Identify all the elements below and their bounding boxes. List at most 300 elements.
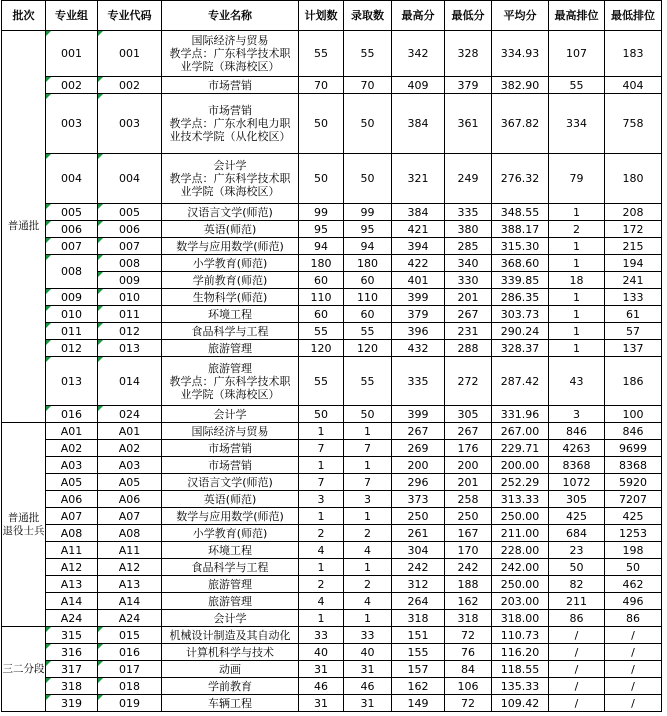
major-code-cell: 006 — [98, 221, 162, 238]
major-name-cell: 环境工程 — [162, 542, 299, 559]
avg-score-cell: 287.42 — [492, 357, 549, 406]
major-group-cell: A03 — [46, 457, 98, 474]
admit-count-cell: 180 — [344, 255, 392, 272]
major-group-cell: 317 — [46, 661, 98, 678]
max-score-cell: 335 — [392, 357, 445, 406]
table-row — [2, 340, 662, 357]
max-rank-cell: 684 — [549, 525, 605, 542]
table-row — [2, 542, 662, 559]
max-score-cell: 421 — [392, 221, 445, 238]
avg-score-cell: 229.71 — [492, 440, 549, 457]
major-code-cell: 005 — [98, 204, 162, 221]
min-rank-cell: 758 — [605, 94, 662, 154]
table-row — [2, 695, 662, 712]
max-rank-cell: 107 — [549, 31, 605, 77]
avg-score-cell: 315.30 — [492, 238, 549, 255]
min-rank-cell: 5920 — [605, 474, 662, 491]
max-rank-cell: 1 — [549, 255, 605, 272]
major-code-cell: A02 — [98, 440, 162, 457]
min-rank-cell: 198 — [605, 542, 662, 559]
avg-score-cell: 267.00 — [492, 423, 549, 440]
admit-count-cell: 40 — [344, 644, 392, 661]
plan-count-cell: 31 — [299, 661, 344, 678]
avg-score-cell: 318.00 — [492, 610, 549, 627]
max-rank-cell: 425 — [549, 508, 605, 525]
min-score-cell: 267 — [445, 423, 492, 440]
major-name-cell: 旅游管理 — [162, 576, 299, 593]
major-code-cell: 002 — [98, 77, 162, 94]
major-name-cell: 小学教育(师范) — [162, 255, 299, 272]
max-score-cell: 422 — [392, 255, 445, 272]
min-rank-cell: / — [605, 627, 662, 644]
plan-count-cell: 55 — [299, 323, 344, 340]
major-group-cell: A02 — [46, 440, 98, 457]
major-group-cell: 005 — [46, 204, 98, 221]
major-code-cell: A13 — [98, 576, 162, 593]
plan-count-cell: 110 — [299, 289, 344, 306]
major-group-cell: 010 — [46, 306, 98, 323]
admit-count-cell: 55 — [344, 357, 392, 406]
table-row — [2, 289, 662, 306]
major-code-cell: A12 — [98, 559, 162, 576]
max-score-cell: 401 — [392, 272, 445, 289]
major-name-cell: 英语(师范) — [162, 221, 299, 238]
major-code-cell: 024 — [98, 406, 162, 423]
header-code: 专业代码 — [98, 1, 162, 31]
major-code-cell: 003 — [98, 94, 162, 154]
plan-count-cell: 4 — [299, 542, 344, 559]
min-rank-cell: 846 — [605, 423, 662, 440]
max-score-cell: 261 — [392, 525, 445, 542]
major-code-cell: A01 — [98, 423, 162, 440]
min-score-cell: 305 — [445, 406, 492, 423]
table-row — [2, 440, 662, 457]
min-score-cell: 201 — [445, 289, 492, 306]
major-name-cell: 市场营销 — [162, 77, 299, 94]
min-rank-cell: 425 — [605, 508, 662, 525]
max-rank-cell: 50 — [549, 559, 605, 576]
header-min-rank: 最低排位 — [605, 1, 662, 31]
table-row — [2, 94, 662, 154]
min-score-cell: 200 — [445, 457, 492, 474]
avg-score-cell: 303.73 — [492, 306, 549, 323]
major-group-cell: 003 — [46, 94, 98, 154]
min-rank-cell: 133 — [605, 289, 662, 306]
major-group-cell: 002 — [46, 77, 98, 94]
admit-count-cell: 2 — [344, 576, 392, 593]
admit-count-cell: 50 — [344, 406, 392, 423]
min-score-cell: 250 — [445, 508, 492, 525]
major-name-cell: 数学与应用数学(师范) — [162, 508, 299, 525]
min-score-cell: 201 — [445, 474, 492, 491]
avg-score-cell: 382.90 — [492, 77, 549, 94]
major-code-cell: A03 — [98, 457, 162, 474]
admit-count-cell: 70 — [344, 77, 392, 94]
admit-count-cell: 50 — [344, 94, 392, 154]
header-admit: 录取数 — [344, 1, 392, 31]
avg-score-cell: 203.00 — [492, 593, 549, 610]
min-rank-cell: 8368 — [605, 457, 662, 474]
max-rank-cell: 1 — [549, 340, 605, 357]
major-code-cell: A07 — [98, 508, 162, 525]
plan-count-cell: 55 — [299, 357, 344, 406]
header-group: 专业组 — [46, 1, 98, 31]
max-score-cell: 149 — [392, 695, 445, 712]
avg-score-cell: 313.33 — [492, 491, 549, 508]
max-score-cell: 157 — [392, 661, 445, 678]
major-code-cell: A06 — [98, 491, 162, 508]
major-group-cell: 004 — [46, 154, 98, 204]
major-group-cell: 319 — [46, 695, 98, 712]
min-rank-cell: 215 — [605, 238, 662, 255]
plan-count-cell: 60 — [299, 272, 344, 289]
major-group-cell: 012 — [46, 340, 98, 357]
table-row — [2, 661, 662, 678]
admit-count-cell: 3 — [344, 491, 392, 508]
avg-score-cell: 328.37 — [492, 340, 549, 357]
min-score-cell: 84 — [445, 661, 492, 678]
plan-count-cell: 2 — [299, 576, 344, 593]
table-row — [2, 576, 662, 593]
max-rank-cell: 1 — [549, 323, 605, 340]
major-group-cell: A11 — [46, 542, 98, 559]
table-row — [2, 406, 662, 423]
plan-count-cell: 55 — [299, 31, 344, 77]
max-rank-cell: 846 — [549, 423, 605, 440]
table-row — [2, 559, 662, 576]
table-row — [2, 204, 662, 221]
batch-cell: 普通批 退役士兵 — [2, 423, 46, 627]
max-score-cell: 321 — [392, 154, 445, 204]
header-plan: 计划数 — [299, 1, 344, 31]
major-code-cell: 019 — [98, 695, 162, 712]
major-code-cell: 009 — [98, 272, 162, 289]
major-group-cell: A06 — [46, 491, 98, 508]
plan-count-cell: 7 — [299, 440, 344, 457]
table-row — [2, 238, 662, 255]
max-rank-cell: 23 — [549, 542, 605, 559]
table-row — [2, 306, 662, 323]
plan-count-cell: 50 — [299, 406, 344, 423]
major-group-cell: 001 — [46, 31, 98, 77]
min-rank-cell: 404 — [605, 77, 662, 94]
batch-cell: 普通批 — [2, 31, 46, 423]
major-name-cell: 动画 — [162, 661, 299, 678]
table-row — [2, 255, 662, 272]
max-score-cell: 151 — [392, 627, 445, 644]
header-row — [2, 1, 662, 31]
header-batch: 批次 — [2, 1, 46, 31]
min-rank-cell: 496 — [605, 593, 662, 610]
major-code-cell: A14 — [98, 593, 162, 610]
min-score-cell: 379 — [445, 77, 492, 94]
min-rank-cell: 7207 — [605, 491, 662, 508]
min-score-cell: 162 — [445, 593, 492, 610]
plan-count-cell: 94 — [299, 238, 344, 255]
major-group-cell: 008 — [46, 255, 98, 289]
max-score-cell: 269 — [392, 440, 445, 457]
max-rank-cell: 2 — [549, 221, 605, 238]
admit-count-cell: 4 — [344, 542, 392, 559]
major-name-cell: 旅游管理 — [162, 593, 299, 610]
major-code-cell: 014 — [98, 357, 162, 406]
major-group-cell: 007 — [46, 238, 98, 255]
plan-count-cell: 60 — [299, 306, 344, 323]
min-score-cell: 249 — [445, 154, 492, 204]
max-score-cell: 250 — [392, 508, 445, 525]
header-min-score: 最低分 — [445, 1, 492, 31]
major-name-cell: 学前教育 — [162, 678, 299, 695]
admit-count-cell: 4 — [344, 593, 392, 610]
major-name-cell: 数学与应用数学(师范) — [162, 238, 299, 255]
major-group-cell: 013 — [46, 357, 98, 406]
min-score-cell: 167 — [445, 525, 492, 542]
major-code-cell: 007 — [98, 238, 162, 255]
max-score-cell: 155 — [392, 644, 445, 661]
plan-count-cell: 46 — [299, 678, 344, 695]
major-name-cell: 计算机科学与技术 — [162, 644, 299, 661]
major-code-cell: 004 — [98, 154, 162, 204]
max-rank-cell: 86 — [549, 610, 605, 627]
major-name-cell: 学前教育(师范) — [162, 272, 299, 289]
plan-count-cell: 33 — [299, 627, 344, 644]
table-row — [2, 525, 662, 542]
admit-count-cell: 94 — [344, 238, 392, 255]
max-score-cell: 342 — [392, 31, 445, 77]
major-code-cell: A24 — [98, 610, 162, 627]
plan-count-cell: 50 — [299, 94, 344, 154]
major-code-cell: 018 — [98, 678, 162, 695]
min-rank-cell: / — [605, 695, 662, 712]
major-code-cell: 015 — [98, 627, 162, 644]
max-rank-cell: 211 — [549, 593, 605, 610]
min-rank-cell: 9699 — [605, 440, 662, 457]
admit-count-cell: 1 — [344, 610, 392, 627]
table-row — [2, 272, 662, 289]
admit-count-cell: 95 — [344, 221, 392, 238]
min-score-cell: 340 — [445, 255, 492, 272]
min-score-cell: 176 — [445, 440, 492, 457]
avg-score-cell: 250.00 — [492, 576, 549, 593]
table-row — [2, 457, 662, 474]
major-name-cell: 汉语言文学(师范) — [162, 474, 299, 491]
max-rank-cell: 1072 — [549, 474, 605, 491]
min-score-cell: 170 — [445, 542, 492, 559]
major-code-cell: 013 — [98, 340, 162, 357]
min-rank-cell: 86 — [605, 610, 662, 627]
table-row — [2, 678, 662, 695]
max-score-cell: 384 — [392, 94, 445, 154]
min-rank-cell: 100 — [605, 406, 662, 423]
major-code-cell: 016 — [98, 644, 162, 661]
max-rank-cell: 18 — [549, 272, 605, 289]
max-score-cell: 162 — [392, 678, 445, 695]
table-row — [2, 610, 662, 627]
plan-count-cell: 1 — [299, 610, 344, 627]
major-group-cell: A08 — [46, 525, 98, 542]
table-row — [2, 593, 662, 610]
min-rank-cell: 137 — [605, 340, 662, 357]
major-group-cell: A24 — [46, 610, 98, 627]
min-rank-cell: 208 — [605, 204, 662, 221]
admit-count-cell: 55 — [344, 31, 392, 77]
avg-score-cell: 242.00 — [492, 559, 549, 576]
min-score-cell: 318 — [445, 610, 492, 627]
major-group-cell: 318 — [46, 678, 98, 695]
major-group-cell: 011 — [46, 323, 98, 340]
min-rank-cell: / — [605, 661, 662, 678]
plan-count-cell: 2 — [299, 525, 344, 542]
max-score-cell: 379 — [392, 306, 445, 323]
max-rank-cell: 1 — [549, 238, 605, 255]
avg-score-cell: 290.24 — [492, 323, 549, 340]
avg-score-cell: 250.00 — [492, 508, 549, 525]
min-rank-cell: 462 — [605, 576, 662, 593]
min-rank-cell: 186 — [605, 357, 662, 406]
max-score-cell: 296 — [392, 474, 445, 491]
table-row — [2, 31, 662, 77]
table-row — [2, 644, 662, 661]
min-score-cell: 285 — [445, 238, 492, 255]
min-score-cell: 242 — [445, 559, 492, 576]
max-score-cell: 304 — [392, 542, 445, 559]
max-score-cell: 264 — [392, 593, 445, 610]
max-rank-cell: 1 — [549, 289, 605, 306]
plan-count-cell: 7 — [299, 474, 344, 491]
max-score-cell: 318 — [392, 610, 445, 627]
plan-count-cell: 31 — [299, 695, 344, 712]
plan-count-cell: 1 — [299, 559, 344, 576]
major-name-cell: 市场营销 — [162, 457, 299, 474]
min-rank-cell: 57 — [605, 323, 662, 340]
min-rank-cell: 50 — [605, 559, 662, 576]
avg-score-cell: 200.00 — [492, 457, 549, 474]
min-score-cell: 272 — [445, 357, 492, 406]
major-group-cell: A12 — [46, 559, 98, 576]
max-rank-cell: 1 — [549, 204, 605, 221]
major-name-cell: 会计学 — [162, 610, 299, 627]
major-code-cell: 008 — [98, 255, 162, 272]
major-name-cell: 食品科学与工程 — [162, 559, 299, 576]
max-rank-cell: 1 — [549, 306, 605, 323]
major-group-cell: A14 — [46, 593, 98, 610]
major-code-cell: 010 — [98, 289, 162, 306]
major-code-cell: 011 — [98, 306, 162, 323]
avg-score-cell: 339.85 — [492, 272, 549, 289]
table-row — [2, 423, 662, 440]
major-group-cell: 009 — [46, 289, 98, 306]
major-group-cell: 016 — [46, 406, 98, 423]
table-row — [2, 508, 662, 525]
admit-count-cell: 7 — [344, 440, 392, 457]
min-score-cell: 72 — [445, 627, 492, 644]
major-group-cell: 316 — [46, 644, 98, 661]
avg-score-cell: 334.93 — [492, 31, 549, 77]
max-rank-cell: 334 — [549, 94, 605, 154]
plan-count-cell: 1 — [299, 423, 344, 440]
major-code-cell: 017 — [98, 661, 162, 678]
admit-count-cell: 110 — [344, 289, 392, 306]
admission-table — [1, 0, 662, 712]
max-score-cell: 242 — [392, 559, 445, 576]
header-name: 专业名称 — [162, 1, 299, 31]
admit-count-cell: 46 — [344, 678, 392, 695]
plan-count-cell: 180 — [299, 255, 344, 272]
avg-score-cell: 331.96 — [492, 406, 549, 423]
min-score-cell: 267 — [445, 306, 492, 323]
admit-count-cell: 1 — [344, 508, 392, 525]
admit-count-cell: 2 — [344, 525, 392, 542]
max-score-cell: 200 — [392, 457, 445, 474]
header-max-rank: 最高排位 — [549, 1, 605, 31]
admit-count-cell: 50 — [344, 154, 392, 204]
major-code-cell: 001 — [98, 31, 162, 77]
max-score-cell: 394 — [392, 238, 445, 255]
major-name-cell: 食品科学与工程 — [162, 323, 299, 340]
table-header — [2, 1, 662, 31]
major-group-cell: A13 — [46, 576, 98, 593]
major-name-cell: 会计学 — [162, 406, 299, 423]
major-group-cell: A07 — [46, 508, 98, 525]
avg-score-cell: 348.55 — [492, 204, 549, 221]
avg-score-cell: 368.60 — [492, 255, 549, 272]
admit-count-cell: 7 — [344, 474, 392, 491]
max-rank-cell: 3 — [549, 406, 605, 423]
admit-count-cell: 99 — [344, 204, 392, 221]
major-name-cell: 汉语言文学(师范) — [162, 204, 299, 221]
plan-count-cell: 50 — [299, 154, 344, 204]
min-rank-cell: / — [605, 644, 662, 661]
max-score-cell: 409 — [392, 77, 445, 94]
min-rank-cell: 1253 — [605, 525, 662, 542]
max-rank-cell: / — [549, 644, 605, 661]
header-avg-score: 平均分 — [492, 1, 549, 31]
major-name-cell: 机械设计制造及其自动化 — [162, 627, 299, 644]
table-row — [2, 491, 662, 508]
max-rank-cell: / — [549, 678, 605, 695]
admit-count-cell: 1 — [344, 559, 392, 576]
major-name-cell: 环境工程 — [162, 306, 299, 323]
max-score-cell: 396 — [392, 323, 445, 340]
min-score-cell: 231 — [445, 323, 492, 340]
major-name-cell: 国际经济与贸易 教学点：广东科学技术职 业学院（珠海校区） — [162, 31, 299, 77]
min-score-cell: 76 — [445, 644, 492, 661]
max-rank-cell: / — [549, 661, 605, 678]
max-rank-cell: 55 — [549, 77, 605, 94]
avg-score-cell: 228.00 — [492, 542, 549, 559]
major-code-cell: 012 — [98, 323, 162, 340]
max-rank-cell: / — [549, 627, 605, 644]
min-score-cell: 330 — [445, 272, 492, 289]
min-score-cell: 72 — [445, 695, 492, 712]
admit-count-cell: 60 — [344, 272, 392, 289]
major-name-cell: 小学教育(师范) — [162, 525, 299, 542]
major-code-cell: A05 — [98, 474, 162, 491]
admit-count-cell: 1 — [344, 457, 392, 474]
avg-score-cell: 286.35 — [492, 289, 549, 306]
min-rank-cell: 194 — [605, 255, 662, 272]
max-rank-cell: / — [549, 695, 605, 712]
major-name-cell: 英语(师范) — [162, 491, 299, 508]
major-name-cell: 旅游管理 — [162, 340, 299, 357]
table-row — [2, 221, 662, 238]
header-max-score: 最高分 — [392, 1, 445, 31]
avg-score-cell: 110.73 — [492, 627, 549, 644]
table-row — [2, 323, 662, 340]
major-code-cell: A11 — [98, 542, 162, 559]
plan-count-cell: 4 — [299, 593, 344, 610]
plan-count-cell: 40 — [299, 644, 344, 661]
